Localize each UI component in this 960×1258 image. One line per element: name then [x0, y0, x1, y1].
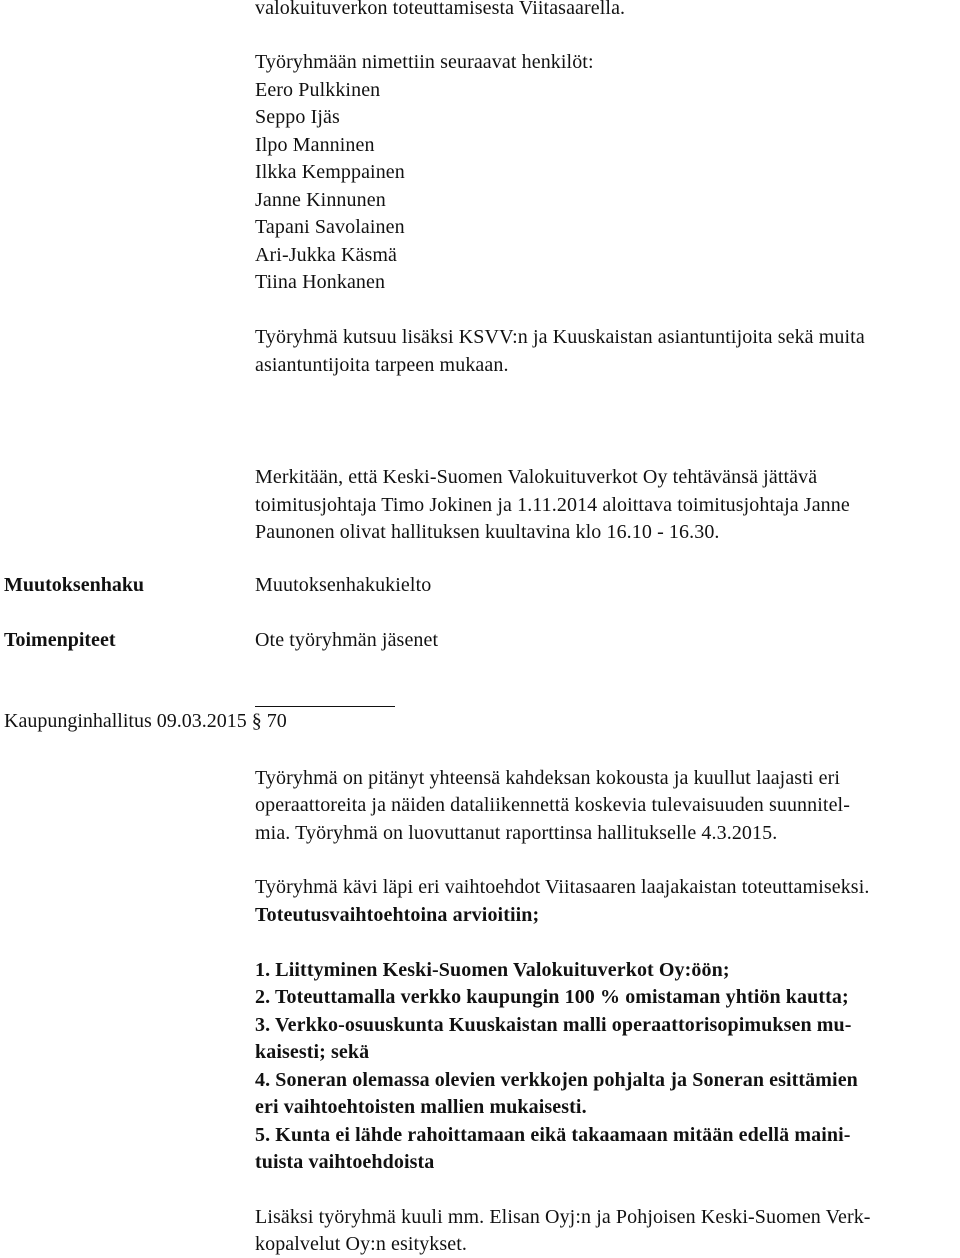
alternative-item-line: 2. Toteuttamalla verkko kaupungin 100 % omistaman yhtiön kautta;: [255, 986, 849, 1008]
member-name: Eero Pulkkinen: [255, 79, 381, 101]
report-paragraph-line: Työryhmä on pitänyt yhteensä kahdeksan kokousta ja kuullut laajasti eri: [255, 767, 840, 789]
alternative-item-line: 1. Liittyminen Keski-Suomen Valokuituverkot Oy:öön;: [255, 959, 730, 981]
report-paragraph-line: operaattoreita ja näiden dataliikennettä koskevia tulevaisuuden suunnitel-: [255, 794, 850, 816]
alternatives-heading: Toteutusvaihtoehtoina arvioitiin;: [255, 904, 540, 926]
alternative-item-line: tuista vaihtoehdoista: [255, 1151, 435, 1173]
closing-paragraph-line: kopalvelut Oy:n esitykset.: [255, 1233, 468, 1255]
alternative-item-line: 3. Verkko-osuuskunta Kuuskaistan malli operaattorisopimuksen mu-: [255, 1014, 852, 1036]
alternative-item-line: kaisesti; sekä: [255, 1041, 370, 1063]
experts-paragraph-line: Työryhmä kutsuu lisäksi KSVV:n ja Kuuskaistan asiantuntijoita sekä muita: [255, 326, 865, 348]
member-name: Ari-Jukka Käsmä: [255, 244, 398, 266]
meeting-header: Kaupunginhallitus 09.03.2015 § 70: [4, 710, 287, 732]
alternative-item-line: eri vaihtoehtoisten mallien mukaisesti.: [255, 1096, 587, 1118]
top-fragment: valokuituverkon toteuttamisesta Viitasaarella.: [255, 0, 626, 19]
appeal-value: Muutoksenhakukielto: [255, 574, 432, 596]
note-paragraph-line: Merkitään, että Keski-Suomen Valokuituverkot Oy tehtävänsä jättävä: [255, 466, 818, 488]
member-name: Ilkka Kemppainen: [255, 161, 405, 183]
note-paragraph-line: toimitusjohtaja Timo Jokinen ja 1.11.2014 aloittava toimitusjohtaja Janne: [255, 494, 850, 516]
note-paragraph-line: Paunonen olivat hallituksen kuultavina klo 16.10 - 16.30.: [255, 521, 720, 543]
closing-paragraph-line: Lisäksi työryhmä kuuli mm. Elisan Oyj:n ja Pohjoisen Keski-Suomen Verk-: [255, 1206, 871, 1228]
actions-label: Toimenpiteet: [4, 629, 116, 651]
report-paragraph-line: mia. Työryhmä on luovuttanut raporttinsa hallitukselle 4.3.2015.: [255, 822, 778, 844]
appeal-label: Muutoksenhaku: [4, 574, 145, 596]
alternatives-intro: Työryhmä kävi läpi eri vaihtoehdot Viitasaaren laajakaistan toteuttamiseksi.: [255, 876, 870, 898]
actions-value: Ote työryhmän jäsenet: [255, 629, 439, 651]
alternative-item-line: 5. Kunta ei lähde rahoittamaan eikä takaamaan mitään edellä maini-: [255, 1124, 851, 1146]
members-heading: Työryhmään nimettiin seuraavat henkilöt:: [255, 51, 594, 73]
member-name: Janne Kinnunen: [255, 189, 386, 211]
member-name: Seppo Ijäs: [255, 106, 340, 128]
member-name: Ilpo Manninen: [255, 134, 375, 156]
section-divider: [255, 706, 395, 707]
member-name: Tapani Savolainen: [255, 216, 405, 238]
member-name: Tiina Honkanen: [255, 271, 386, 293]
experts-paragraph-line: asiantuntijoita tarpeen mukaan.: [255, 354, 509, 376]
alternative-item-line: 4. Soneran olemassa olevien verkkojen pohjalta ja Soneran esittämien: [255, 1069, 858, 1091]
